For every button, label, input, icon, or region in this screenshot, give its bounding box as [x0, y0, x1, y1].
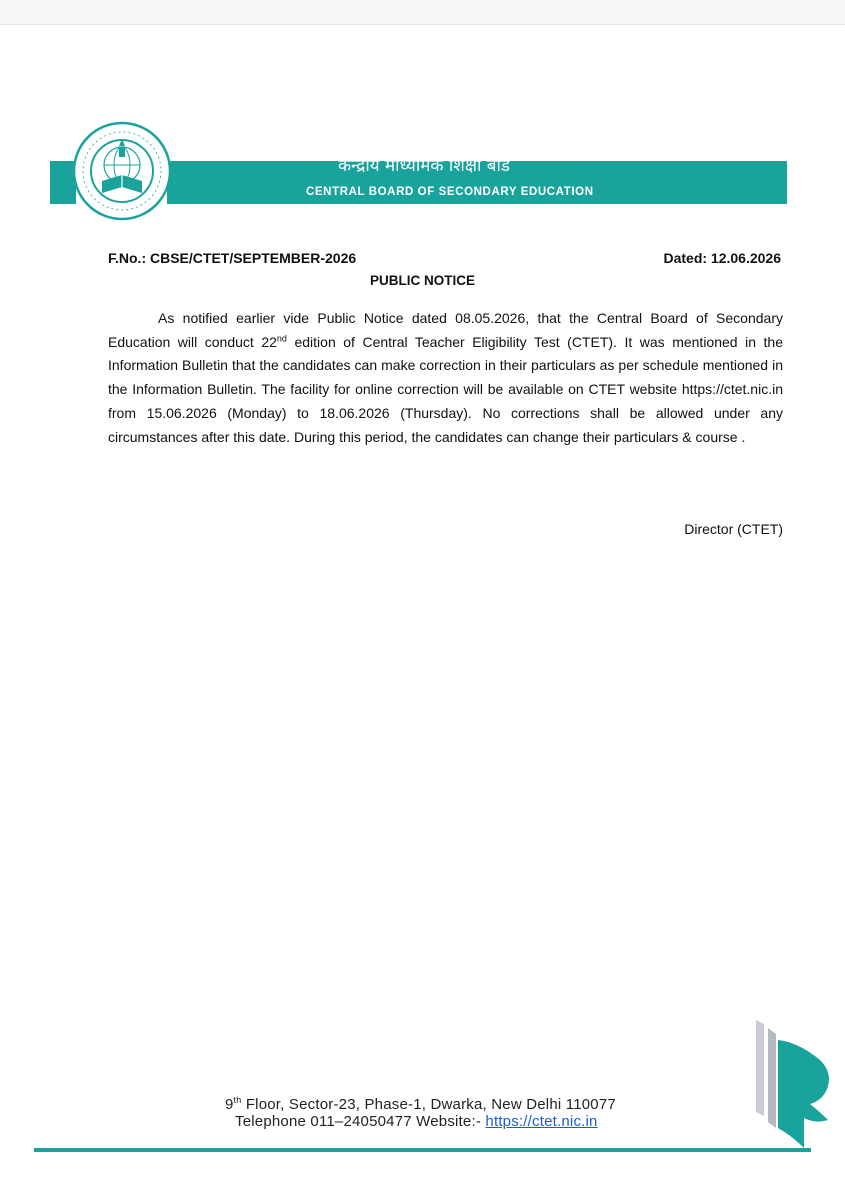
website-link[interactable]: https://ctet.nic.in: [485, 1113, 598, 1130]
address-text: Floor, Sector-23, Phase-1, Dwarka, New Delhi 110077: [241, 1096, 616, 1113]
address-superscript: th: [233, 1095, 242, 1105]
footer-rule: [34, 1148, 811, 1152]
notice-page: [0, 24, 845, 1200]
body-text-part2: edition of Central Teacher Eligibility Test (CTET). It was mentioned in the Information Bulletin that the candidates can make correction in their particulars as per schedule mentioned in the Information Bulletin. The facility for online correction will be available on CTET website https://ctet.nic.in from 15.06.2026 (Monday) to 18.06.2026 (Thursday). No corrections shall be allowed under any circumstances after this date. During this period, the candidates can change their particulars & course .: [108, 333, 783, 445]
notice-title: PUBLIC NOTICE: [369, 273, 475, 288]
address-line: [225, 1096, 616, 1113]
file-number: F.No.: CBSE/CTET/SEPTEMBER-2026: [108, 250, 357, 266]
phone-text: Telephone 011–24050477 Website:-: [235, 1113, 486, 1130]
signatory: Director (CTET): [684, 521, 783, 537]
notice-body: [108, 307, 783, 449]
book-logo-icon: [748, 1020, 834, 1148]
cbse-emblem-icon: [70, 119, 174, 223]
window-top-bar: [0, 0, 845, 25]
body-superscript: nd: [276, 333, 287, 344]
address-floor-number: 9: [225, 1096, 234, 1113]
footer-address: [225, 1096, 616, 1130]
phone-line: [225, 1113, 616, 1130]
body-text-part1: As notified earlier vide Public Notice dated 08.05.2026, that the Central Board of Secondary Education will conduct 22: [108, 310, 783, 350]
board-name-hindi: केन्द्रीय माध्यमिक शिक्षा बोर्ड: [338, 156, 511, 176]
notice-date: Dated: 12.06.2026: [663, 250, 781, 266]
board-name-english: CENTRAL BOARD OF SECONDARY EDUCATION: [306, 186, 594, 198]
